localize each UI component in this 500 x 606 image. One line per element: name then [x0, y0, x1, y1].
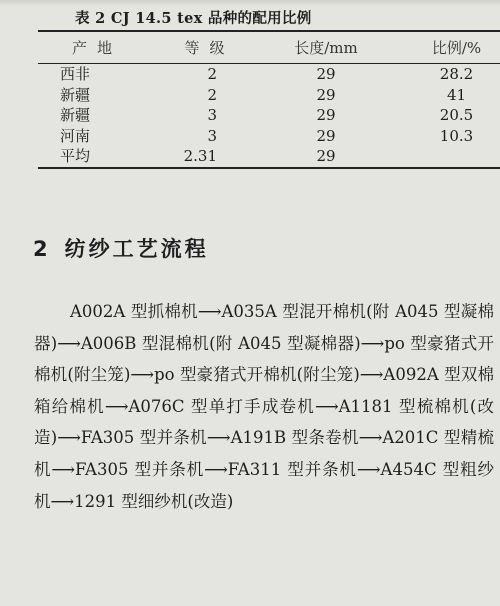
header-length: 长度/mm — [267, 31, 385, 64]
cell-length: 29 — [316, 65, 336, 84]
cell-grade: 3 — [207, 126, 217, 145]
cell-origin: 河南 — [60, 126, 91, 145]
table-row — [38, 105, 500, 126]
cell-length: 29 — [316, 126, 336, 145]
header-grade: 等级 — [152, 31, 267, 64]
page-top-edge — [0, 0, 500, 6]
cell-grade: 2.31 — [183, 147, 217, 166]
section-heading — [33, 233, 209, 263]
cell-ratio: 28.2 — [439, 65, 474, 84]
cell-origin: 平均 — [38, 146, 152, 168]
section-title: 纺纱工艺流程 — [64, 237, 209, 261]
cell-grade: 2 — [207, 65, 217, 84]
cell-ratio: 10.3 — [439, 126, 474, 145]
cell-ratio — [385, 146, 500, 168]
process-flow-text — [34, 296, 494, 517]
cell-length: 29 — [316, 106, 336, 125]
cell-origin: 西非 — [60, 65, 91, 84]
cell-ratio: 20.5 — [439, 106, 474, 125]
table-row — [38, 126, 500, 147]
header-origin: 产地 — [38, 31, 152, 64]
cell-origin: 新疆 — [60, 85, 91, 104]
cell-length: 29 — [267, 146, 385, 168]
cell-length: 29 — [316, 85, 336, 104]
table-row — [38, 85, 500, 106]
cotton-blend-table — [38, 30, 500, 169]
cell-origin: 新疆 — [60, 106, 91, 125]
cell-grade: 3 — [207, 106, 217, 125]
header-ratio: 比例/% — [385, 31, 500, 64]
process-flow-paragraph: A002A 型抓棉机⟶A035A 型混开棉机(附 A045 型凝棉器)⟶A006B 型混棉机(附 A045 型凝棉器)⟶po 型豪猪式开棉机(附尘笼)⟶po 型豪猪式开棉机(附尘笼)⟶A092A 型双棉箱给棉机⟶A076C 型单打手成卷机⟶A1181 型梳棉机(改造)⟶FA305 型并条机⟶A191B 型条卷机⟶A201C 型精梳机⟶FA305 型并条机⟶FA311 型并条机⟶A454C 型粗纱机⟶1291 型细纱机(改造) — [34, 302, 494, 511]
table-caption: 表 2 CJ 14.5 tex 品种的配用比例 — [75, 10, 312, 27]
section-number: 2 — [33, 237, 51, 261]
table-row-average — [38, 146, 500, 168]
table-header-row — [38, 31, 500, 64]
table-row — [38, 64, 500, 85]
cell-grade: 2 — [207, 85, 217, 104]
cell-ratio: 41 — [446, 85, 467, 104]
